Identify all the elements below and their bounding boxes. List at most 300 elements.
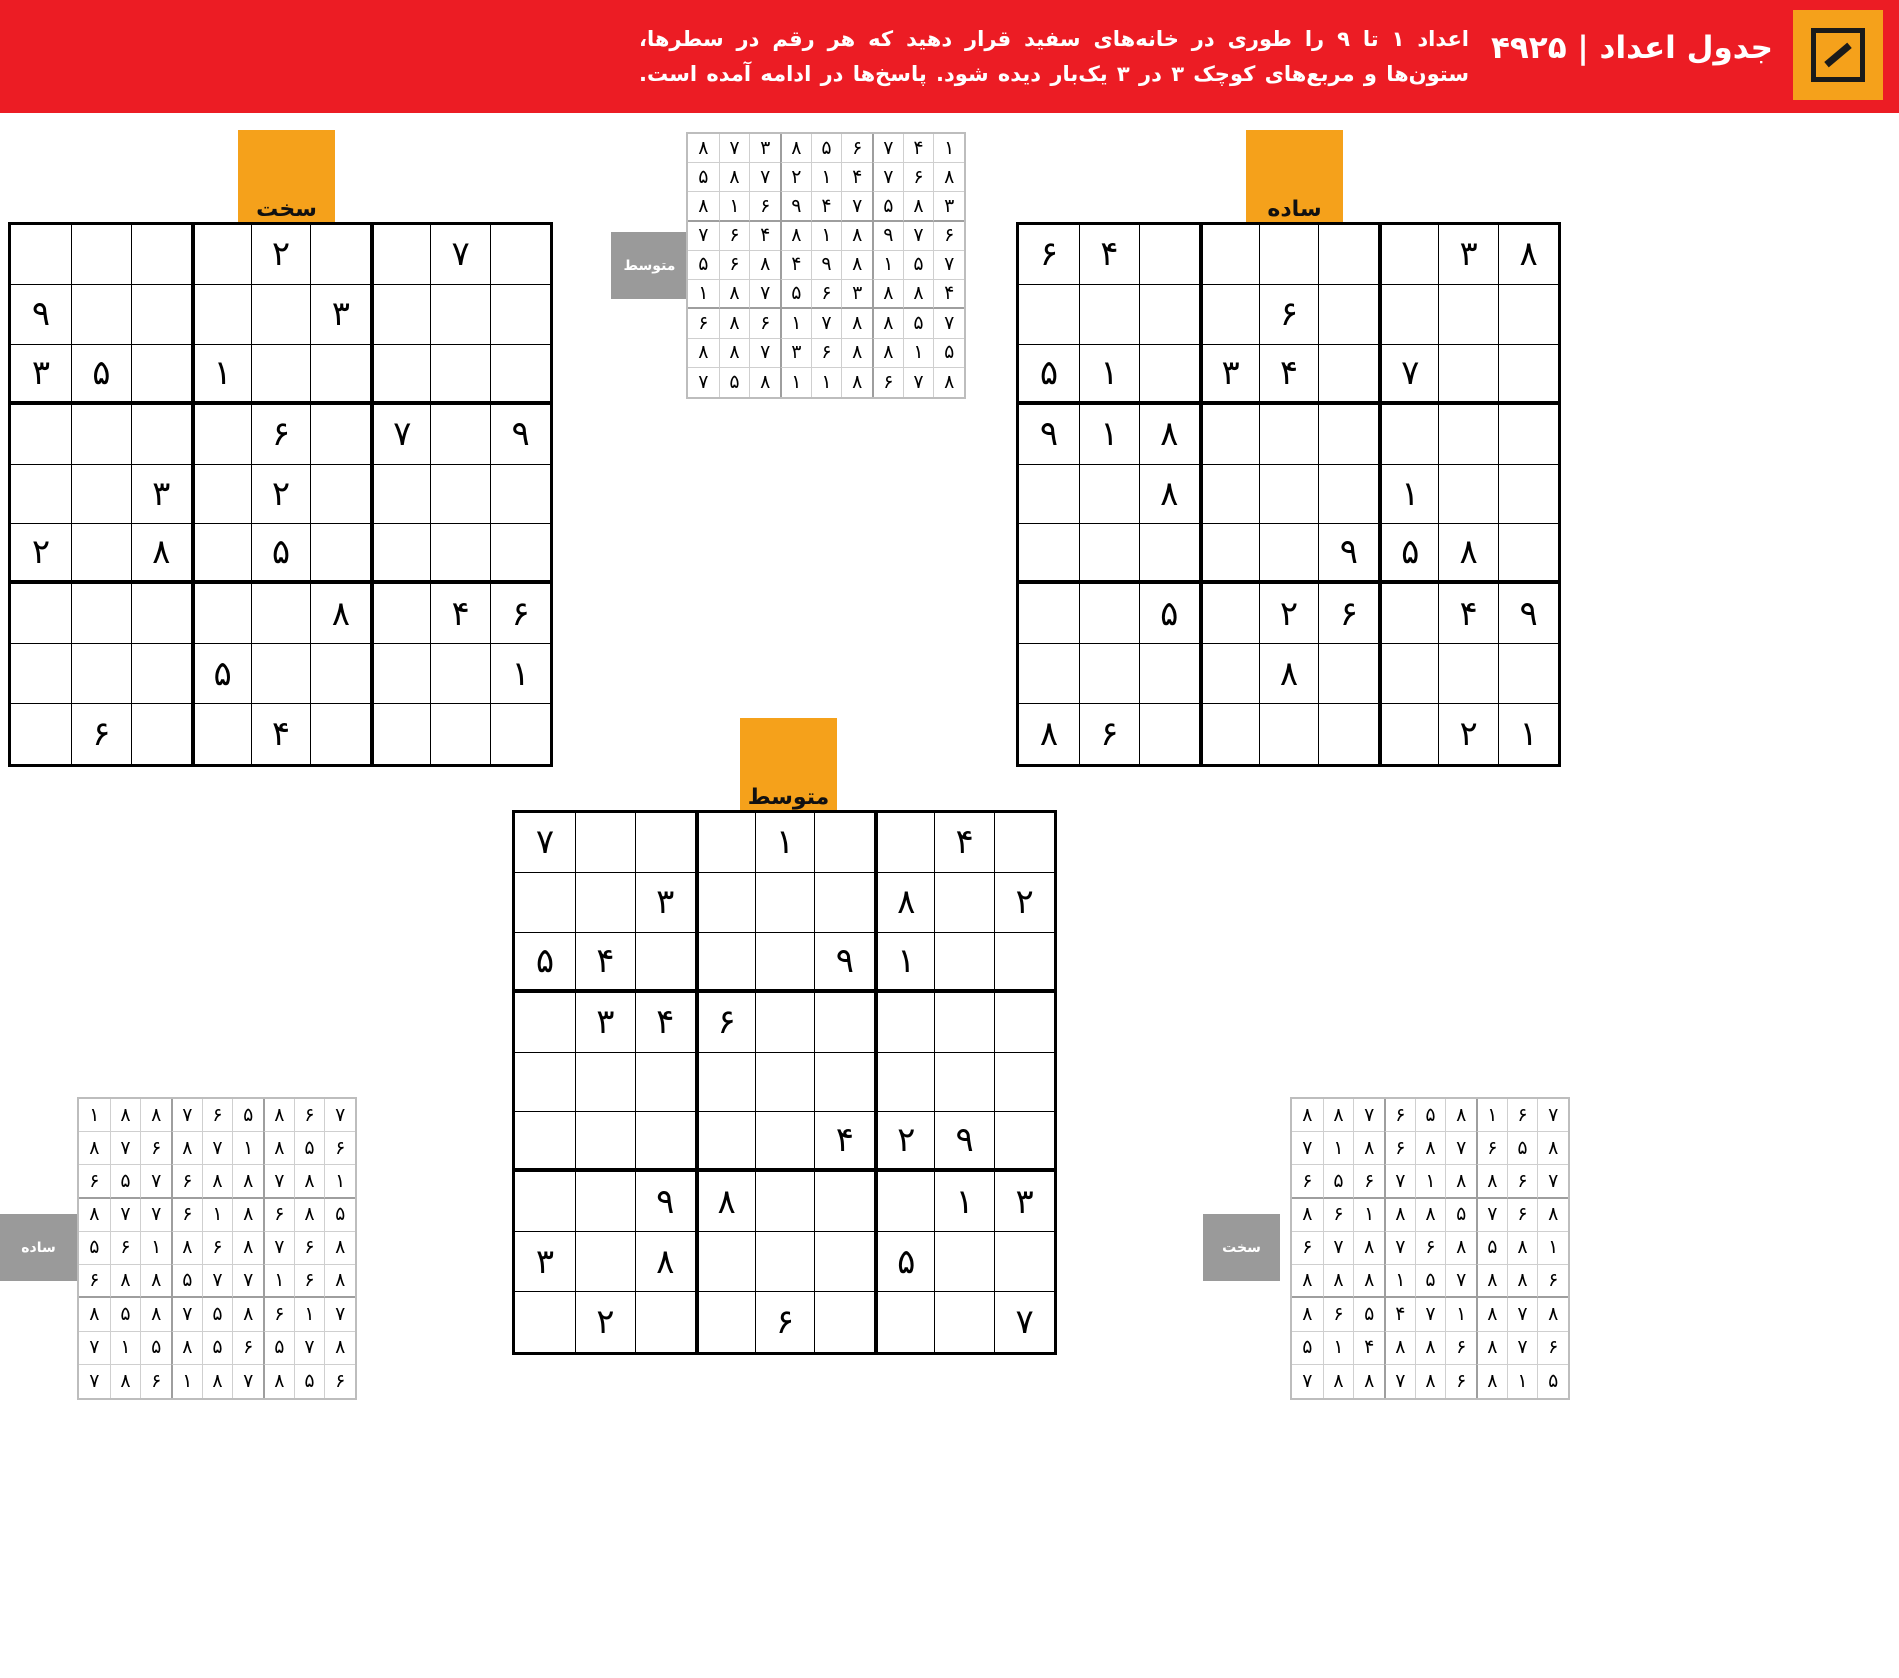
sudoku-easy-cell[interactable] [1199,465,1259,525]
answer-easy-answer-cell: ۸ [324,1265,355,1298]
sudoku-easy-cell[interactable] [1139,345,1199,405]
sudoku-hard-cell[interactable] [310,465,370,525]
sudoku-medium-cell[interactable] [755,1172,815,1232]
sudoku-medium-cell[interactable] [934,873,994,933]
sudoku-easy-cell[interactable] [1019,465,1079,525]
sudoku-hard-cell[interactable] [370,345,430,405]
sudoku-medium-cell[interactable] [814,873,874,933]
sudoku-hard-cell[interactable]: ۹ [490,405,550,465]
sudoku-easy-cell[interactable] [1079,584,1139,644]
sudoku-medium-cell[interactable] [755,1232,815,1292]
answer-medium-answer-cell: ۸ [872,309,903,338]
answer-hard-answer-cell: ۸ [1323,1099,1354,1132]
sudoku-medium-cell[interactable]: ۸ [635,1232,695,1292]
sudoku-hard-cell[interactable] [71,405,131,465]
sudoku-medium-cell[interactable] [515,993,575,1053]
sudoku-easy-cell[interactable]: ۵ [1378,524,1438,584]
answer-medium-answer-cell: ۶ [933,222,964,251]
sudoku-easy-cell[interactable] [1259,225,1319,285]
sudoku-medium-cell[interactable] [635,813,695,873]
sudoku-medium-cell[interactable] [635,1112,695,1172]
sudoku-medium-cell[interactable]: ۴ [635,993,695,1053]
sudoku-hard-cell[interactable] [430,465,490,525]
answer-hard-answer-cell: ۷ [1384,1165,1415,1198]
sudoku-medium-cell[interactable] [814,993,874,1053]
sudoku-hard-cell[interactable]: ۱ [191,345,251,405]
sudoku-hard-cell[interactable] [490,465,550,525]
sudoku-easy-cell[interactable] [1199,644,1259,704]
answer-medium-answer-cell: ۵ [903,251,934,280]
sudoku-hard-cell[interactable] [251,644,311,704]
sudoku-easy-cell[interactable] [1079,465,1139,525]
answer-medium-answer-cell: ۷ [811,309,842,338]
sudoku-easy-cell[interactable] [1378,704,1438,764]
sudoku-medium-cell[interactable] [515,1112,575,1172]
sudoku-medium-cell[interactable]: ۵ [874,1232,934,1292]
sudoku-medium-cell[interactable]: ۳ [635,873,695,933]
sudoku-easy-cell[interactable] [1259,405,1319,465]
sudoku-medium-cell[interactable]: ۱ [874,933,934,993]
sudoku-medium-cell[interactable] [695,813,755,873]
sudoku-easy-cell[interactable]: ۷ [1378,345,1438,405]
sudoku-hard-cell[interactable]: ۷ [370,405,430,465]
sudoku-medium-cell[interactable] [575,813,635,873]
sudoku-grid-medium[interactable] [512,810,1057,1355]
sudoku-hard-cell[interactable]: ۱ [490,644,550,704]
sudoku-hard-cell[interactable] [490,704,550,764]
sudoku-hard-cell[interactable] [131,225,191,285]
answer-hard-answer-cell: ۵ [1323,1165,1354,1198]
sudoku-hard-cell[interactable] [370,704,430,764]
sudoku-medium-cell[interactable] [994,993,1054,1053]
sudoku-medium-cell[interactable] [874,1172,934,1232]
sudoku-medium-cell[interactable]: ۵ [515,933,575,993]
sudoku-medium-cell[interactable]: ۴ [575,933,635,993]
sudoku-hard-cell[interactable] [310,644,370,704]
answer-label-easy [0,1214,77,1281]
sudoku-easy-cell[interactable] [1498,405,1558,465]
sudoku-easy-cell[interactable] [1318,644,1378,704]
sudoku-medium-cell[interactable] [755,993,815,1053]
sudoku-easy-cell[interactable]: ۵ [1139,584,1199,644]
sudoku-easy-cell[interactable] [1079,285,1139,345]
sudoku-hard-cell[interactable] [191,584,251,644]
sudoku-hard-cell[interactable] [71,465,131,525]
sudoku-medium-cell[interactable] [575,1232,635,1292]
answer-medium-answer-cell: ۸ [841,368,872,397]
sudoku-grid-easy[interactable] [1016,222,1561,767]
sudoku-easy-cell[interactable]: ۸ [1259,644,1319,704]
sudoku-easy-cell[interactable]: ۸ [1139,405,1199,465]
answer-medium-answer-cell: ۸ [780,134,811,163]
sudoku-medium-cell[interactable]: ۹ [635,1172,695,1232]
answer-hard-answer-cell: ۷ [1476,1199,1507,1232]
sudoku-medium-cell[interactable] [934,1053,994,1113]
sudoku-easy-cell[interactable] [1438,465,1498,525]
sudoku-medium-cell[interactable] [814,1232,874,1292]
sudoku-medium-cell[interactable]: ۹ [934,1112,994,1172]
answer-medium-answer-cell: ۵ [780,280,811,309]
answer-label-medium [611,232,688,299]
sudoku-medium-cell[interactable]: ۱ [934,1172,994,1232]
sudoku-medium-cell[interactable] [695,1232,755,1292]
sudoku-hard-cell[interactable] [370,584,430,644]
sudoku-medium-cell[interactable] [755,1112,815,1172]
sudoku-hard-cell[interactable] [131,704,191,764]
answer-easy-answer-cell: ۱ [324,1165,355,1198]
sudoku-medium-cell[interactable] [934,993,994,1053]
sudoku-hard-cell[interactable] [370,644,430,704]
answer-hard-answer-cell: ۸ [1537,1199,1568,1232]
sudoku-hard-cell[interactable] [131,405,191,465]
sudoku-hard-cell[interactable] [131,285,191,345]
sudoku-medium-cell[interactable]: ۳ [575,993,635,1053]
sudoku-medium-cell[interactable] [814,1292,874,1352]
sudoku-medium-cell[interactable] [695,933,755,993]
sudoku-easy-cell[interactable]: ۶ [1259,285,1319,345]
answer-medium-answer-cell: ۷ [749,280,780,309]
sudoku-hard-cell[interactable]: ۳ [310,285,370,345]
sudoku-easy-cell[interactable] [1019,644,1079,704]
sudoku-hard-cell[interactable]: ۳ [11,345,71,405]
sudoku-hard-cell[interactable] [370,524,430,584]
answer-medium-answer-cell: ۴ [933,280,964,309]
sudoku-hard-cell[interactable]: ۷ [430,225,490,285]
sudoku-easy-cell[interactable] [1378,225,1438,285]
sudoku-easy-cell[interactable]: ۸ [1498,225,1558,285]
answer-grid-medium [686,132,966,399]
sudoku-hard-cell[interactable]: ۵ [191,644,251,704]
sudoku-hard-cell[interactable]: ۶ [251,405,311,465]
sudoku-easy-cell[interactable]: ۸ [1438,524,1498,584]
sudoku-medium-cell[interactable]: ۴ [814,1112,874,1172]
sudoku-easy-cell[interactable] [1079,644,1139,704]
sudoku-easy-cell[interactable] [1139,524,1199,584]
sudoku-easy-cell[interactable]: ۶ [1318,584,1378,644]
sudoku-medium-cell[interactable] [994,1053,1054,1113]
sudoku-easy-cell[interactable]: ۲ [1259,584,1319,644]
sudoku-hard-cell[interactable]: ۹ [11,285,71,345]
sudoku-easy-cell[interactable]: ۱ [1378,465,1438,525]
answer-hard-answer-cell: ۶ [1507,1199,1538,1232]
sudoku-hard-cell[interactable] [131,584,191,644]
sudoku-easy-cell[interactable]: ۲ [1438,704,1498,764]
sudoku-medium-cell[interactable] [515,873,575,933]
sudoku-medium-cell[interactable] [994,1232,1054,1292]
answer-medium-answer-cell: ۴ [903,134,934,163]
sudoku-hard-cell[interactable]: ۴ [251,704,311,764]
sudoku-hard-cell[interactable] [11,465,71,525]
sudoku-easy-cell[interactable] [1438,644,1498,704]
sudoku-hard-cell[interactable]: ۶ [490,584,550,644]
sudoku-hard-cell[interactable]: ۵ [251,524,311,584]
sudoku-easy-cell[interactable]: ۴ [1079,225,1139,285]
sudoku-hard-cell[interactable] [310,704,370,764]
answer-hard-answer-cell: ۷ [1292,1132,1323,1165]
sudoku-easy-cell[interactable]: ۹ [1318,524,1378,584]
sudoku-hard-cell[interactable]: ۵ [71,345,131,405]
sudoku-hard-cell[interactable]: ۳ [131,465,191,525]
sudoku-hard-cell[interactable]: ۲ [11,524,71,584]
answer-medium-answer-cell: ۲ [780,163,811,192]
sudoku-medium-cell[interactable] [755,873,815,933]
sudoku-hard-cell[interactable] [430,405,490,465]
answer-easy-answer-cell: ۸ [79,1298,110,1331]
sudoku-hard-cell[interactable] [251,584,311,644]
sudoku-medium-cell[interactable]: ۸ [874,873,934,933]
sudoku-hard-cell[interactable] [71,584,131,644]
sudoku-easy-cell[interactable]: ۵ [1019,345,1079,405]
sudoku-easy-cell[interactable]: ۴ [1259,345,1319,405]
sudoku-hard-cell[interactable] [191,225,251,285]
sudoku-easy-cell[interactable] [1498,524,1558,584]
instructions-text: اعداد ۱ تا ۹ را طوری در خانه‌های سفید قرار دهید که هر رقم در سطرها، ستون‌ها و مربع‌های کوچک ۳ در ۳ یک‌بار دیده شود. پاسخ‌ها در ادامه آمده است. [639,27,1470,86]
sudoku-easy-cell[interactable]: ۶ [1079,704,1139,764]
sudoku-hard-cell[interactable]: ۸ [310,584,370,644]
sudoku-easy-cell[interactable] [1318,285,1378,345]
sudoku-easy-cell[interactable] [1139,704,1199,764]
sudoku-medium-cell[interactable]: ۲ [874,1112,934,1172]
sudoku-hard-cell[interactable] [430,285,490,345]
sudoku-easy-cell[interactable] [1259,465,1319,525]
sudoku-hard-cell[interactable]: ۲ [251,225,311,285]
sudoku-hard-cell[interactable] [191,405,251,465]
sudoku-easy-cell[interactable] [1079,524,1139,584]
sudoku-easy-cell[interactable] [1438,285,1498,345]
sudoku-hard-cell[interactable] [71,225,131,285]
sudoku-easy-cell[interactable]: ۹ [1019,405,1079,465]
sudoku-easy-cell[interactable] [1199,524,1259,584]
answer-hard-answer-cell: ۷ [1323,1232,1354,1265]
sudoku-medium-cell[interactable] [575,873,635,933]
sudoku-easy-cell[interactable] [1019,584,1079,644]
sudoku-hard-cell[interactable]: ۶ [71,704,131,764]
sudoku-medium-cell[interactable] [934,933,994,993]
answer-easy-answer-cell: ۶ [140,1365,171,1398]
sudoku-medium-cell[interactable] [635,1292,695,1352]
sudoku-medium-cell[interactable] [994,1112,1054,1172]
answer-medium-answer-cell: ۳ [749,134,780,163]
answer-hard-answer-cell: ۸ [1445,1165,1476,1198]
sudoku-medium-cell[interactable] [695,873,755,933]
sudoku-medium-cell[interactable]: ۸ [695,1172,755,1232]
sudoku-easy-cell[interactable] [1199,225,1259,285]
sudoku-medium-cell[interactable] [874,1292,934,1352]
sudoku-medium-cell[interactable] [515,1053,575,1113]
sudoku-easy-cell[interactable]: ۳ [1438,225,1498,285]
sudoku-easy-cell[interactable] [1019,285,1079,345]
sudoku-medium-cell[interactable]: ۶ [695,993,755,1053]
sudoku-medium-cell[interactable]: ۴ [934,813,994,873]
sudoku-hard-cell[interactable] [490,524,550,584]
sudoku-easy-cell[interactable] [1378,405,1438,465]
sudoku-easy-cell[interactable] [1318,225,1378,285]
answer-hard-answer-cell: ۱ [1415,1165,1446,1198]
sudoku-medium-cell[interactable] [934,1292,994,1352]
sudoku-medium-cell[interactable]: ۱ [755,813,815,873]
sudoku-medium-cell[interactable] [695,1292,755,1352]
answer-medium-answer-cell: ۸ [749,368,780,397]
sudoku-easy-cell[interactable]: ۱ [1079,405,1139,465]
sudoku-medium-cell[interactable] [515,1292,575,1352]
sudoku-easy-cell[interactable]: ۹ [1498,584,1558,644]
sudoku-medium-cell[interactable]: ۲ [994,873,1054,933]
sudoku-medium-cell[interactable] [934,1232,994,1292]
sudoku-easy-cell[interactable]: ۶ [1019,225,1079,285]
sudoku-medium-cell[interactable] [755,1053,815,1113]
sudoku-easy-cell[interactable]: ۸ [1139,465,1199,525]
sudoku-medium-cell[interactable] [814,1172,874,1232]
sudoku-medium-cell[interactable] [575,1172,635,1232]
sudoku-hard-cell[interactable] [310,524,370,584]
sudoku-hard-cell[interactable] [71,285,131,345]
sudoku-medium-cell[interactable]: ۳ [515,1232,575,1292]
sudoku-easy-cell[interactable] [1139,644,1199,704]
sudoku-easy-cell[interactable] [1019,524,1079,584]
sudoku-hard-cell[interactable] [191,704,251,764]
sudoku-hard-cell[interactable] [370,465,430,525]
sudoku-hard-cell[interactable] [310,345,370,405]
sudoku-hard-cell[interactable] [430,524,490,584]
sudoku-hard-cell[interactable] [191,285,251,345]
sudoku-hard-cell[interactable] [71,524,131,584]
sudoku-easy-cell[interactable] [1498,285,1558,345]
sudoku-easy-cell[interactable] [1318,345,1378,405]
sudoku-medium-cell[interactable]: ۷ [515,813,575,873]
sudoku-easy-cell[interactable] [1259,524,1319,584]
sudoku-medium-cell[interactable] [814,1053,874,1113]
answer-label-hard-text: سخت [1222,1239,1261,1256]
answer-hard-answer-cell: ۸ [1415,1365,1446,1398]
answer-easy-answer-cell: ۷ [263,1232,294,1265]
answer-hard-answer-cell: ۸ [1476,1332,1507,1365]
sudoku-hard-cell[interactable] [490,225,550,285]
puzzle-label-hard [238,130,335,230]
sudoku-hard-cell[interactable] [430,704,490,764]
sudoku-medium-cell[interactable]: ۳ [994,1172,1054,1232]
answer-medium-answer-cell: ۶ [811,280,842,309]
sudoku-medium-cell[interactable] [874,813,934,873]
sudoku-hard-cell[interactable]: ۲ [251,465,311,525]
answer-hard-answer-cell: ۸ [1476,1265,1507,1298]
sudoku-hard-cell[interactable] [11,584,71,644]
sudoku-hard-cell[interactable] [11,405,71,465]
answer-hard-answer-cell: ۶ [1537,1332,1568,1365]
sudoku-easy-cell[interactable] [1199,704,1259,764]
sudoku-hard-cell[interactable] [131,345,191,405]
answer-hard-answer-cell: ۸ [1323,1265,1354,1298]
answer-easy-answer-cell: ۶ [294,1265,325,1298]
sudoku-easy-cell[interactable] [1318,704,1378,764]
sudoku-easy-cell[interactable] [1378,285,1438,345]
sudoku-hard-cell[interactable] [131,644,191,704]
sudoku-hard-cell[interactable] [490,285,550,345]
sudoku-easy-cell[interactable] [1318,405,1378,465]
sudoku-easy-cell[interactable]: ۱ [1079,345,1139,405]
sudoku-hard-cell[interactable] [430,644,490,704]
sudoku-hard-cell[interactable]: ۸ [131,524,191,584]
sudoku-easy-cell[interactable] [1378,584,1438,644]
sudoku-easy-cell[interactable] [1199,584,1259,644]
sudoku-medium-cell[interactable]: ۲ [575,1292,635,1352]
sudoku-hard-cell[interactable] [370,285,430,345]
sudoku-easy-cell[interactable] [1259,704,1319,764]
answer-medium-answer-cell: ۸ [749,251,780,280]
sudoku-medium-cell[interactable] [575,1053,635,1113]
sudoku-easy-cell[interactable]: ۸ [1039,714,1059,755]
answer-hard-answer-cell: ۶ [1476,1132,1507,1165]
sudoku-hard-cell[interactable] [11,644,71,704]
sudoku-hard-cell[interactable] [11,704,71,764]
answer-medium-answer-cell: ۱ [811,368,842,397]
sudoku-hard-cell[interactable] [251,285,311,345]
sudoku-easy-cell[interactable] [1199,285,1259,345]
sudoku-hard-cell[interactable] [430,345,490,405]
sudoku-hard-cell[interactable] [11,225,71,285]
sudoku-grid-hard[interactable] [8,222,553,767]
sudoku-medium-cell[interactable] [755,933,815,993]
sudoku-easy-cell[interactable] [1498,644,1558,704]
sudoku-medium-cell[interactable] [874,1053,934,1113]
sudoku-medium-cell[interactable] [515,1172,575,1232]
sudoku-easy-cell[interactable] [1438,345,1498,405]
answer-hard-answer-cell: ۸ [1292,1199,1323,1232]
sudoku-easy-cell[interactable] [1378,644,1438,704]
sudoku-medium-cell[interactable] [575,1112,635,1172]
sudoku-medium-cell[interactable] [695,1112,755,1172]
sudoku-hard-cell[interactable] [191,465,251,525]
sudoku-hard-cell[interactable] [251,345,311,405]
sudoku-easy-cell[interactable] [1139,225,1199,285]
answer-medium-answer-cell: ۷ [872,163,903,192]
sudoku-hard-cell[interactable]: ۴ [430,584,490,644]
sudoku-medium-cell[interactable] [635,1053,695,1113]
sudoku-medium-cell[interactable] [695,1053,755,1113]
sudoku-hard-cell[interactable] [71,644,131,704]
sudoku-easy-cell[interactable] [1139,285,1199,345]
logo-mark-icon [1811,28,1865,82]
sudoku-easy-cell[interactable]: ۱ [1498,704,1558,764]
sudoku-hard-cell[interactable] [370,225,430,285]
answer-medium-answer-cell: ۷ [719,134,750,163]
sudoku-medium-cell[interactable]: ۶ [755,1292,815,1352]
answer-hard-answer-cell: ۸ [1292,1099,1323,1132]
sudoku-hard-cell[interactable] [490,345,550,405]
sudoku-medium-cell[interactable] [635,933,695,993]
sudoku-hard-cell[interactable] [191,524,251,584]
answer-medium-answer-cell: ۷ [749,163,780,192]
sudoku-medium-cell[interactable]: ۷ [994,1292,1054,1352]
sudoku-hard-cell[interactable] [310,405,370,465]
sudoku-easy-cell[interactable] [1498,465,1558,525]
sudoku-easy-cell[interactable] [1498,345,1558,405]
sudoku-medium-cell[interactable]: ۹ [814,933,874,993]
sudoku-medium-cell[interactable] [994,813,1054,873]
sudoku-easy-cell[interactable]: ۴ [1438,584,1498,644]
answer-hard-answer-cell: ۶ [1537,1265,1568,1298]
sudoku-easy-cell[interactable] [1199,405,1259,465]
sudoku-easy-cell[interactable] [1318,465,1378,525]
answer-medium-answer-cell: ۷ [903,368,934,397]
sudoku-medium-cell[interactable] [814,813,874,873]
answer-easy-answer-cell: ۸ [232,1165,263,1198]
sudoku-medium-cell[interactable] [994,933,1054,993]
answer-easy-answer-cell: ۱ [171,1365,202,1398]
sudoku-easy-cell[interactable]: ۳ [1199,345,1259,405]
sudoku-easy-cell[interactable] [1438,405,1498,465]
sudoku-medium-cell[interactable] [874,993,934,1053]
sudoku-hard-cell[interactable] [310,225,370,285]
